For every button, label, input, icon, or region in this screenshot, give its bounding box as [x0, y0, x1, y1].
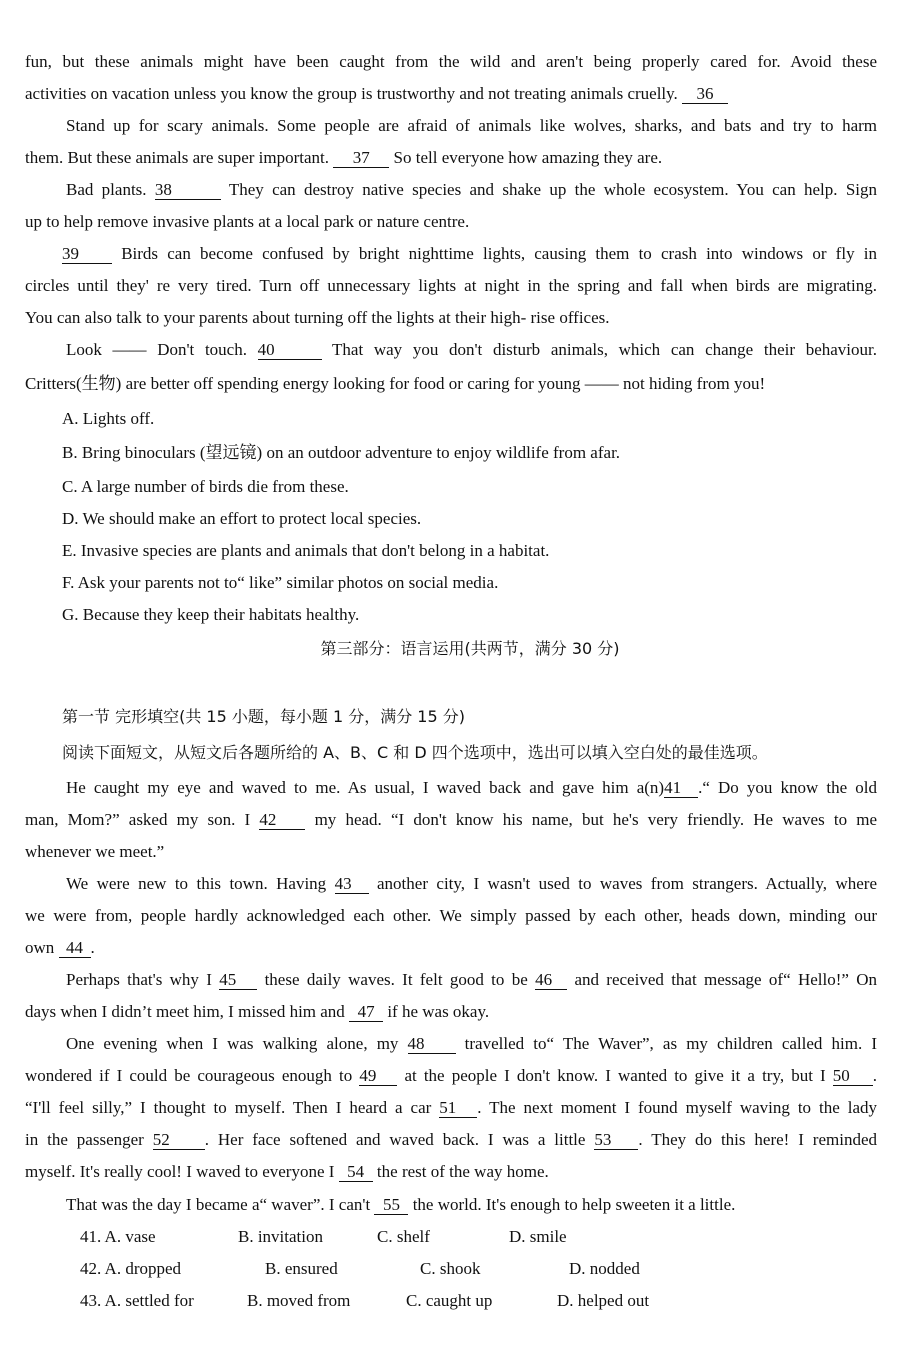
option-c: C. A large number of birds die from these.: [62, 477, 349, 496]
passage-text: Bad plants.: [66, 180, 147, 199]
instruction-text: 阅读下面短文，从短文后各题所给的 A、B、C 和 D 四个选项中，选出可以填入空白处的最佳选项。: [62, 743, 768, 762]
passage-text: So tell everyone how amazing they are.: [393, 148, 663, 167]
passage-line: [62, 243, 877, 265]
cloze-line: [25, 1097, 877, 1119]
passage-line: [25, 147, 662, 169]
cloze-text: in the passenger: [25, 1130, 144, 1149]
blank-47: 47: [349, 1003, 383, 1022]
option-d: D. We should make an effort to protect local species.: [62, 509, 422, 528]
cloze-text: .: [872, 1066, 878, 1085]
choice-b: B. moved from: [247, 1291, 351, 1310]
passage-text: They can destroy native species and shake up the whole ecosystem. You can help. Sign: [228, 180, 878, 199]
part-title: 第三部分：语言运用(共两节，满分 30 分): [320, 639, 620, 658]
choice-a: 43. A. settled for: [80, 1291, 194, 1310]
blank-50: 50: [833, 1067, 873, 1086]
cloze-text: the world. It's enough to help sweeten it a little.: [412, 1195, 736, 1214]
cloze-text: .: [90, 938, 95, 957]
cloze-text: own: [25, 938, 55, 957]
cloze-text: man, Mom?” asked my son. I: [25, 810, 251, 829]
choice-c: C. shelf: [377, 1227, 430, 1246]
passage-line: [66, 339, 877, 361]
choice-a: 42. A. dropped: [80, 1259, 182, 1278]
cloze-text: We were new to this town. Having: [66, 874, 327, 893]
passage-text: activities on vacation unless you know the group is trustworthy and not treating animals cruelly.: [25, 84, 678, 103]
cloze-line: [66, 1194, 735, 1216]
choice-b: B. ensured: [265, 1259, 338, 1278]
cloze-text: . Her face softened and waved back. I was a little: [204, 1130, 586, 1149]
choice-c: C. shook: [420, 1259, 481, 1278]
passage-line: [66, 179, 877, 201]
cloze-text: That was the day I became a“ waver”. I can't: [66, 1195, 371, 1214]
blank-49: 49: [359, 1067, 397, 1086]
option-e: E. Invasive species are plants and animals that don't belong in a habitat.: [62, 541, 550, 560]
choice-a: 41. A. vase: [80, 1227, 156, 1246]
blank-37: 37: [333, 149, 389, 168]
cloze-text: these daily waves. It felt good to be: [264, 970, 528, 989]
cloze-text: . The next moment I found myself waving to the lady: [477, 1098, 877, 1117]
choice-b: B. invitation: [238, 1227, 323, 1246]
cloze-text: myself. It's really cool! I waved to everyone I: [25, 1162, 335, 1181]
option-b: B. Bring binoculars (望远镜) on an outdoor adventure to enjoy wildlife from afar.: [62, 443, 621, 462]
blank-45: 45: [219, 971, 257, 990]
blank-38: 38: [155, 181, 221, 200]
passage-text: them. But these animals are super important.: [25, 148, 330, 167]
cloze-text: at the people I don't know. I wanted to give it a try, but I: [404, 1066, 826, 1085]
blank-36: 36: [682, 85, 728, 104]
blank-42: 42: [259, 811, 305, 830]
choice-c: C. caught up: [406, 1291, 493, 1310]
cloze-text: Perhaps that's why I: [66, 970, 212, 989]
cloze-line: [25, 809, 877, 831]
passage-line: circles until they' re very tired. Turn off unnecessary lights at night in the spring and fall when birds are migrating.: [25, 276, 877, 295]
cloze-text: . They do this here! I reminded: [638, 1130, 877, 1149]
cloze-line: [25, 1161, 549, 1183]
cloze-text: my head. “I don't know his name, but he's very friendly. He waves to me: [314, 810, 878, 829]
blank-44: 44: [59, 939, 91, 958]
passage-line: fun, but these animals might have been caught from the wild and aren't being properly cared for. Avoid these: [25, 52, 877, 71]
cloze-text: and received that message of“ Hello!” On: [574, 970, 878, 989]
cloze-line: [66, 777, 877, 799]
cloze-text: travelled to“ The Waver”, as my children called him. I: [464, 1034, 878, 1053]
passage-line: Critters(生物) are better off spending energy looking for food or caring for young —— not hiding from you!: [25, 374, 766, 393]
cloze-text: He caught my eye and waved to me. As usual, I waved back and gave him a(n): [66, 778, 665, 797]
cloze-text: “I'll feel silly,” I thought to myself. Then I heard a car: [25, 1098, 432, 1117]
cloze-line: whenever we meet.”: [25, 842, 165, 861]
cloze-text: if he was okay.: [387, 1002, 490, 1021]
section-title: 第一节 完形填空(共 15 小题，每小题 1 分，满分 15 分): [62, 707, 465, 726]
blank-41: 41: [664, 779, 698, 798]
blank-53: 53: [594, 1131, 638, 1150]
cloze-line: we were from, people hardly acknowledged each other. We simply passed by each other, heads down, minding our: [25, 906, 877, 925]
passage-text: Birds can become confused by bright nighttime lights, causing them to crash into windows or fly in: [121, 244, 877, 263]
cloze-line: [66, 1033, 877, 1055]
passage-line: [25, 83, 728, 105]
cloze-text: wondered if I could be courageous enough to: [25, 1066, 353, 1085]
passage-text: That way you don't disturb animals, which can change their behaviour.: [332, 340, 878, 359]
option-f: F. Ask your parents not to“ like” similar photos on social media.: [62, 573, 499, 592]
cloze-text: .“ Do you know the old: [698, 778, 878, 797]
passage-line: Stand up for scary animals. Some people are afraid of animals like wolves, sharks, and bats and try to harm: [66, 116, 877, 135]
blank-40: 40: [258, 341, 322, 360]
cloze-line: [66, 873, 877, 895]
blank-51: 51: [439, 1099, 477, 1118]
cloze-text: One evening when I was walking alone, my: [66, 1034, 399, 1053]
cloze-text: the rest of the way home.: [376, 1162, 549, 1181]
choice-d: D. helped out: [557, 1291, 650, 1310]
cloze-line: [66, 969, 877, 991]
option-g: G. Because they keep their habitats healthy.: [62, 605, 360, 624]
blank-39: 39: [62, 245, 112, 264]
cloze-line: [25, 1129, 877, 1151]
cloze-line: [25, 1065, 877, 1087]
passage-text: Look —— Don't touch.: [66, 340, 247, 359]
choice-d: D. smile: [509, 1227, 567, 1246]
option-a: A. Lights off.: [62, 409, 155, 428]
passage-line: up to help remove invasive plants at a local park or nature centre.: [25, 212, 470, 231]
cloze-line: [25, 937, 95, 959]
choice-d: D. nodded: [569, 1259, 640, 1278]
blank-55: 55: [374, 1196, 408, 1215]
blank-43: 43: [335, 875, 369, 894]
blank-48: 48: [408, 1035, 456, 1054]
blank-46: 46: [535, 971, 567, 990]
cloze-line: [25, 1001, 489, 1023]
blank-54: 54: [339, 1163, 373, 1182]
blank-52: 52: [153, 1131, 205, 1150]
passage-line: You can also talk to your parents about turning off the lights at their high- rise offices.: [25, 308, 610, 327]
cloze-text: days when I didn’t meet him, I missed him and: [25, 1002, 345, 1021]
cloze-text: another city, I wasn't used to waves from strangers. Actually, where: [377, 874, 877, 893]
